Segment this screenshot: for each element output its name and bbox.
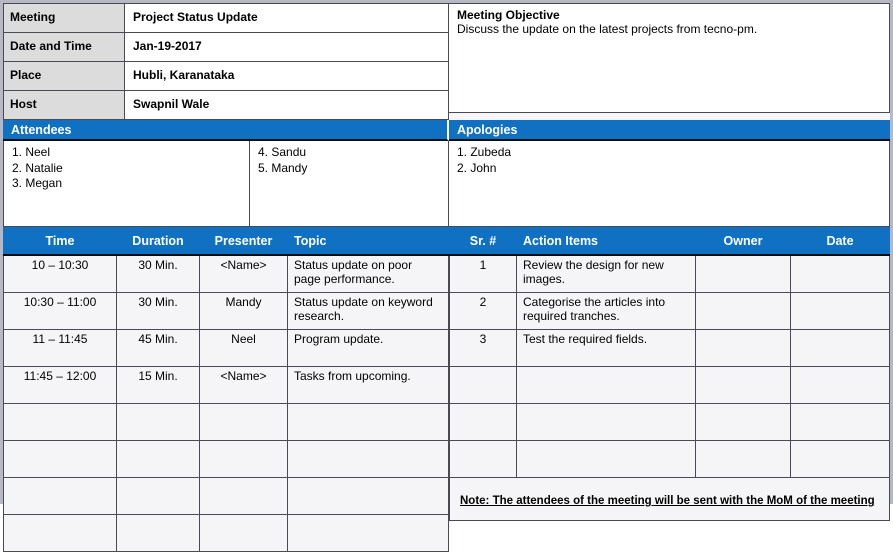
action-cell-item[interactable]: Categorise the articles into required tranches. xyxy=(517,293,696,330)
agenda-header-row xyxy=(4,228,449,256)
meeting-objective-title: Meeting Objective xyxy=(457,8,560,22)
agenda-cell-duration[interactable] xyxy=(117,515,200,552)
list-item: 2. Natalie xyxy=(12,160,63,175)
list-item: 3. Megan xyxy=(12,176,63,191)
table-row xyxy=(450,441,890,478)
agenda-cell-topic[interactable] xyxy=(288,478,449,515)
table-row xyxy=(4,478,449,515)
table-row xyxy=(450,367,890,404)
agenda-cell-presenter[interactable]: Mandy xyxy=(200,293,288,330)
meeting-info-table xyxy=(3,3,449,120)
info-value-date-and-time[interactable]: Jan-19-2017 xyxy=(125,33,449,62)
agenda-cell-time[interactable] xyxy=(4,404,117,441)
table-row xyxy=(4,62,449,91)
action-header-row xyxy=(450,228,890,256)
table-row xyxy=(4,293,449,330)
table-row xyxy=(450,293,890,330)
action-cell-date[interactable] xyxy=(791,367,890,404)
action-items-table xyxy=(449,227,890,521)
table-row xyxy=(4,330,449,367)
table-row xyxy=(4,515,449,552)
table-row xyxy=(4,441,449,478)
list-item: 5. Mandy xyxy=(258,160,308,175)
info-label-place: Place xyxy=(4,62,125,91)
meeting-info-block xyxy=(3,3,449,120)
list-item: 2. John xyxy=(457,160,497,175)
action-cell-owner[interactable] xyxy=(696,441,791,478)
action-cell-item[interactable] xyxy=(517,441,696,478)
table-row xyxy=(4,33,449,62)
header-section xyxy=(3,3,890,120)
agenda-cell-time[interactable] xyxy=(4,441,117,478)
agenda-cell-topic[interactable]: Status update on keyword research. xyxy=(288,293,449,330)
info-value-host[interactable]: Swapnil Wale xyxy=(125,91,449,120)
agenda-cell-topic[interactable]: Status update on poor page performance. xyxy=(288,255,449,293)
action-cell-sr[interactable]: 2 xyxy=(450,293,517,330)
meeting-objective-box[interactable] xyxy=(449,3,890,113)
agenda-cell-topic[interactable]: Program update. xyxy=(288,330,449,367)
agenda-cell-duration[interactable] xyxy=(117,441,200,478)
note-row xyxy=(450,478,890,521)
table-row xyxy=(450,330,890,367)
agenda-cell-presenter[interactable] xyxy=(200,478,288,515)
action-col-date: Date xyxy=(791,228,890,256)
agenda-cell-topic[interactable] xyxy=(288,515,449,552)
action-cell-sr[interactable] xyxy=(450,404,517,441)
table-row xyxy=(4,255,449,293)
apologies-block xyxy=(449,141,890,227)
attendees-block xyxy=(3,141,449,227)
action-cell-date[interactable] xyxy=(791,404,890,441)
agenda-table xyxy=(3,227,449,552)
table-row xyxy=(450,404,890,441)
action-col-items: Action Items xyxy=(517,228,696,256)
agenda-col-time: Time xyxy=(4,228,117,256)
info-value-place[interactable]: Hubli, Karanataka xyxy=(125,62,449,91)
apologies-column[interactable] xyxy=(449,141,890,227)
info-value-meeting[interactable]: Project Status Update xyxy=(125,4,449,33)
attendees-list-b xyxy=(258,145,442,176)
action-items-block xyxy=(449,227,890,552)
action-cell-date[interactable] xyxy=(791,441,890,478)
list-item: 1. Neel xyxy=(12,145,51,159)
action-cell-item[interactable] xyxy=(517,404,696,441)
agenda-cell-time[interactable]: 10:30 – 11:00 xyxy=(4,293,117,330)
agenda-cell-presenter[interactable] xyxy=(200,404,288,441)
action-cell-owner[interactable] xyxy=(696,255,791,293)
agenda-cell-topic[interactable]: Tasks from upcoming. xyxy=(288,367,449,404)
table-row xyxy=(4,404,449,441)
agenda-cell-presenter[interactable] xyxy=(200,441,288,478)
action-cell-sr[interactable]: 1 xyxy=(450,255,517,293)
table-row xyxy=(4,4,449,33)
table-row xyxy=(450,255,890,293)
meeting-note-text: Note: The attendees of the meeting will be sent with the MoM of the meeting xyxy=(460,494,875,507)
agenda-cell-time[interactable]: 10 – 10:30 xyxy=(4,255,117,293)
agenda-cell-duration[interactable] xyxy=(117,404,200,441)
action-cell-date[interactable] xyxy=(791,255,890,293)
agenda-col-presenter: Presenter xyxy=(200,228,288,256)
meeting-objective-text: Discuss the update on the latest projects from tecno-pm. xyxy=(457,22,758,37)
action-cell-sr[interactable]: 3 xyxy=(450,330,517,367)
action-cell-item[interactable]: Test the required fields. xyxy=(517,330,696,367)
agenda-col-topic: Topic xyxy=(288,228,449,256)
main-section xyxy=(3,227,890,552)
agenda-cell-presenter[interactable]: <Name> xyxy=(200,255,288,293)
agenda-cell-presenter[interactable]: Neel xyxy=(200,330,288,367)
attendees-column-b[interactable] xyxy=(250,141,449,227)
info-label-meeting: Meeting xyxy=(4,4,125,33)
agenda-cell-time[interactable]: 11 – 11:45 xyxy=(4,330,117,367)
people-section xyxy=(3,141,890,227)
action-cell-sr[interactable] xyxy=(450,441,517,478)
agenda-cell-presenter[interactable]: <Name> xyxy=(200,367,288,404)
attendees-column-a[interactable] xyxy=(3,141,250,227)
agenda-cell-time[interactable] xyxy=(4,478,117,515)
agenda-cell-duration[interactable]: 45 Min. xyxy=(117,330,200,367)
action-cell-owner[interactable] xyxy=(696,330,791,367)
list-item: 4. Sandu xyxy=(258,145,307,159)
agenda-cell-topic[interactable] xyxy=(288,404,449,441)
agenda-cell-topic[interactable] xyxy=(288,441,449,478)
table-row xyxy=(4,91,449,120)
apologies-heading: Apologies xyxy=(449,120,890,141)
action-col-owner: Owner xyxy=(696,228,791,256)
action-cell-owner[interactable] xyxy=(696,404,791,441)
action-col-sr: Sr. # xyxy=(450,228,517,256)
meeting-note-cell xyxy=(450,478,890,521)
info-label-date-and-time: Date and Time xyxy=(4,33,125,62)
agenda-cell-time[interactable]: 11:45 – 12:00 xyxy=(4,367,117,404)
action-cell-item[interactable] xyxy=(517,367,696,404)
action-cell-date[interactable] xyxy=(791,330,890,367)
agenda-cell-duration[interactable]: 15 Min. xyxy=(117,367,200,404)
agenda-cell-duration[interactable]: 30 Min. xyxy=(117,255,200,293)
people-heading-bar xyxy=(3,120,890,141)
action-cell-item[interactable]: Review the design for new images. xyxy=(517,255,696,293)
agenda-cell-duration[interactable]: 30 Min. xyxy=(117,293,200,330)
apologies-list xyxy=(457,145,883,176)
agenda-block xyxy=(3,227,449,552)
action-cell-date[interactable] xyxy=(791,293,890,330)
attendees-list-a xyxy=(12,145,243,192)
action-cell-owner[interactable] xyxy=(696,293,791,330)
table-row xyxy=(4,367,449,404)
agenda-cell-time[interactable] xyxy=(4,515,117,552)
list-item: 1. Zubeda xyxy=(457,145,512,159)
agenda-col-duration: Duration xyxy=(117,228,200,256)
info-label-host: Host xyxy=(4,91,125,120)
agenda-cell-presenter[interactable] xyxy=(200,515,288,552)
meeting-objective-block xyxy=(449,3,890,120)
action-cell-sr[interactable] xyxy=(450,367,517,404)
attendees-heading: Attendees xyxy=(3,120,449,141)
agenda-cell-duration[interactable] xyxy=(117,478,200,515)
action-cell-owner[interactable] xyxy=(696,367,791,404)
